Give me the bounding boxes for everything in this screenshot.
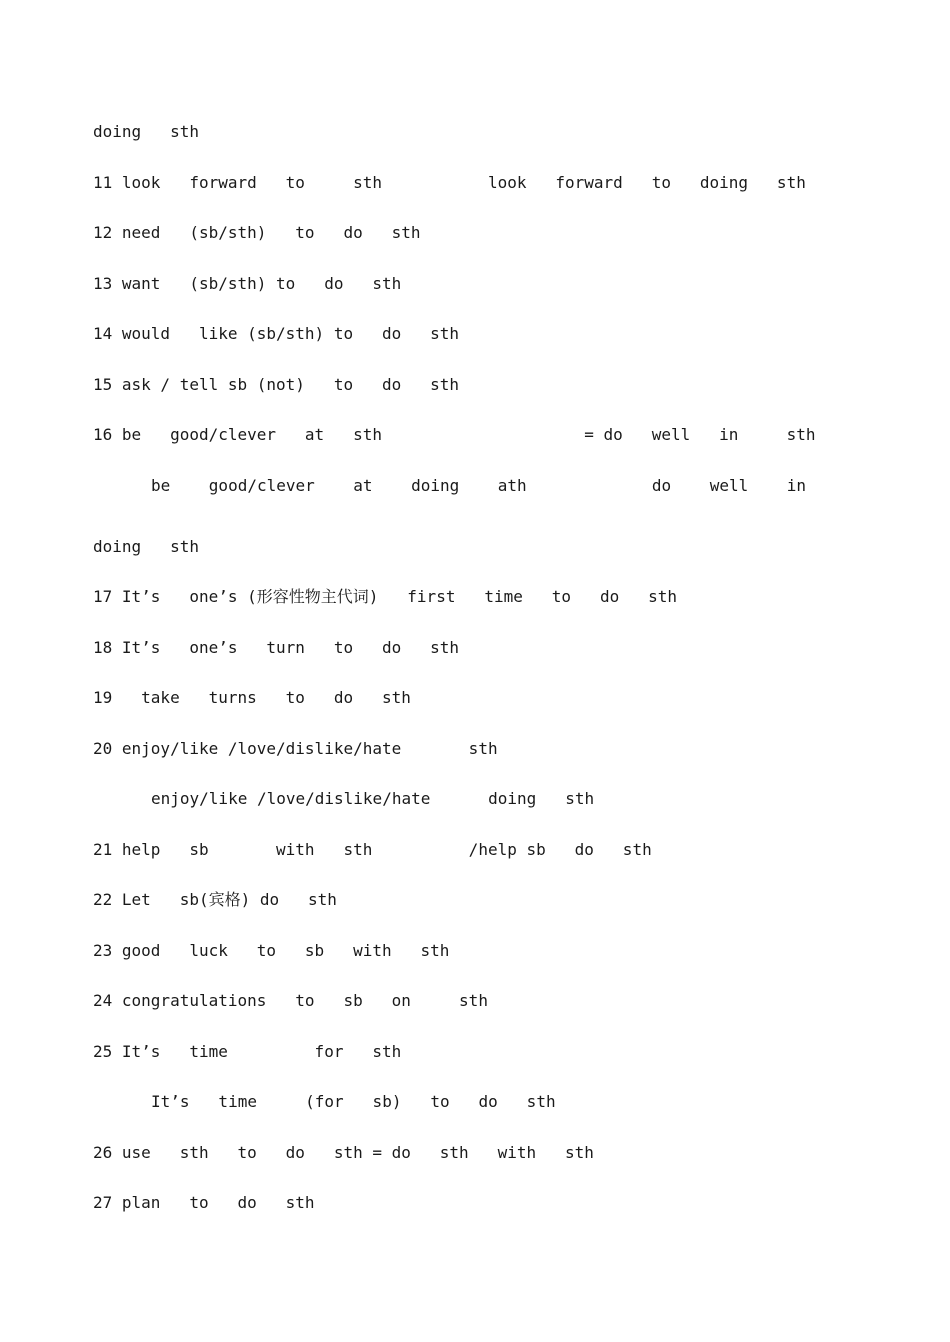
text-line: 14 would like (sb/sth) to do sth xyxy=(93,324,460,343)
text-line: 27 plan to do sth xyxy=(93,1193,315,1212)
text-line: 25 It’s time for sth xyxy=(93,1042,402,1061)
text-line: doing sth xyxy=(93,122,199,141)
text-line: 24 congratulations to sb on sth xyxy=(93,991,488,1010)
text-line: 21 help sb with sth /help sb do sth xyxy=(93,840,652,859)
text-line: 19 take turns to do sth xyxy=(93,688,411,707)
text-line: doing sth xyxy=(93,537,199,556)
text-line: enjoy/like /love/dislike/hate doing sth xyxy=(151,789,595,808)
text-line: 18 It’s one’s turn to do sth xyxy=(93,638,460,657)
text-line: 13 want (sb/sth) to do sth xyxy=(93,274,402,293)
text-line: 26 use sth to do sth = do sth with sth xyxy=(93,1143,594,1162)
text-line: 22 Let sb(宾格) do sth xyxy=(93,890,337,909)
text-line: 23 good luck to sb with sth xyxy=(93,941,450,960)
text-line: 16 be good/clever at sth = do well in sth xyxy=(93,425,816,444)
text-line: be good/clever at doing ath do well in xyxy=(151,476,807,495)
text-line: 11 look forward to sth look forward to doing sth xyxy=(93,173,806,192)
text-line: 17 It’s one’s (形容性物主代词) first time to do sth xyxy=(93,587,678,606)
text-line: 12 need (sb/sth) to do sth xyxy=(93,223,421,242)
text-line: It’s time (for sb) to do sth xyxy=(151,1092,556,1111)
text-line: 15 ask / tell sb (not) to do sth xyxy=(93,375,460,394)
text-line: 20 enjoy/like /love/dislike/hate sth xyxy=(93,739,498,758)
